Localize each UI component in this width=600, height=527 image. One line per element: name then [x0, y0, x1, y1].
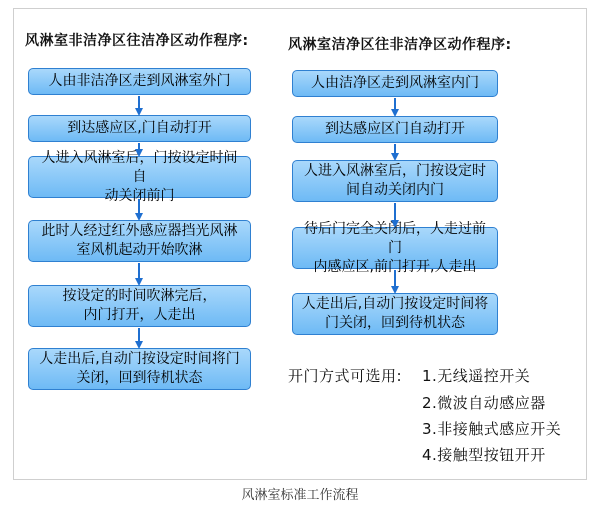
right-step-4: 待后门完全关闭后，人走过前门 内感应区,前门打开,人走出 — [292, 227, 498, 269]
right-step-1: 人由洁净区走到风淋室内门 — [292, 70, 498, 97]
open-method-4: 4.接触型按钮开开 — [422, 446, 546, 464]
left-column-title: 风淋室非洁净区往洁净区动作程序: — [25, 33, 249, 49]
figure-caption: 风淋室标准工作流程 — [241, 488, 359, 503]
open-method-3: 3.非接触式感应开关 — [422, 420, 562, 438]
right-step-2: 到达感应区门自动打开 — [292, 116, 498, 143]
left-step-1: 人由非洁净区走到风淋室外门 — [28, 68, 251, 95]
right-column-title: 风淋室洁净区往非洁净区动作程序: — [288, 37, 512, 53]
open-methods-title: 开门方式可选用: — [288, 367, 403, 385]
open-method-1: 1.无线遥控开关 — [422, 367, 531, 385]
right-step-5: 人走出后,自动门按设定时间将 门关闭，回到待机状态 — [292, 293, 498, 335]
right-step-3: 人进入风淋室后，门按设定时 间自动关闭内门 — [292, 160, 498, 202]
left-step-5: 按设定的时间吹淋完后， 内门打开，人走出 — [28, 285, 251, 327]
left-step-6: 人走出后,自动门按设定时间将门 关闭，回到待机状态 — [28, 348, 251, 390]
left-step-2: 到达感应区,门自动打开 — [28, 115, 251, 142]
left-step-3: 人进入风淋室后，门按设定时间自 动关闭前门 — [28, 156, 251, 198]
left-step-4: 此时人经过红外感应器挡光风淋 室风机起动开始吹淋 — [28, 220, 251, 262]
open-method-2: 2.微波自动感应器 — [422, 394, 546, 412]
